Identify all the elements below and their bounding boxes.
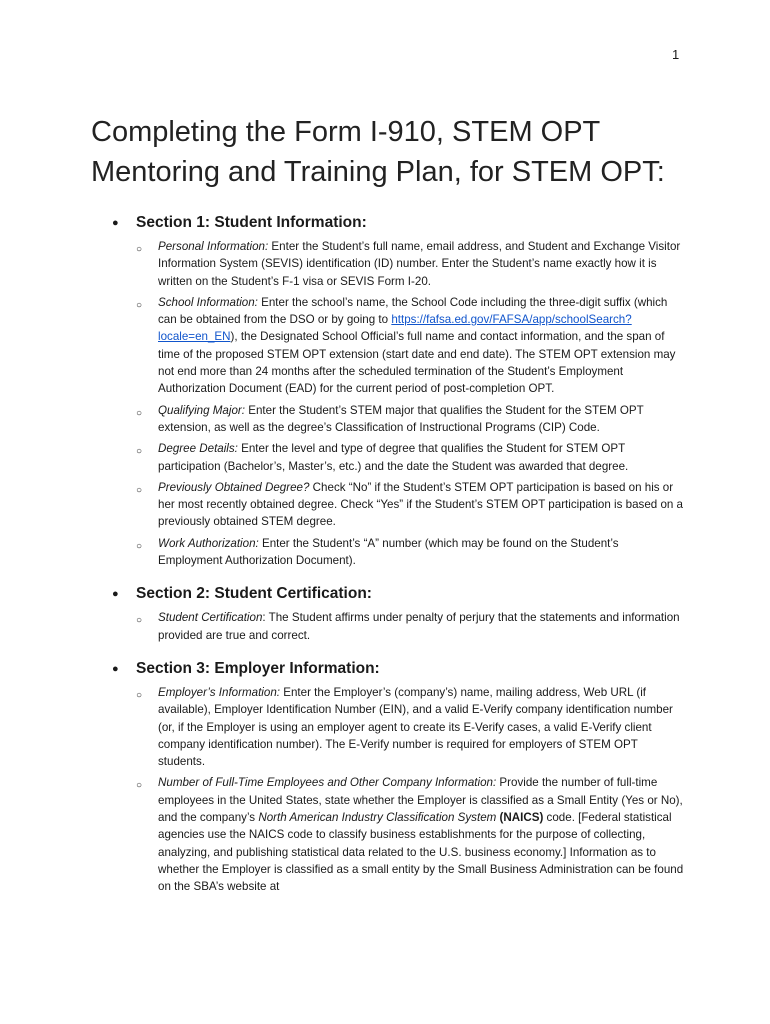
item-text: ), the Designated School Official’s full name and contact information, and the span of time of the proposed STEM OPT extension (start date and end date). The STEM OPT extension may not end more than 24 months after the scheduled termination of the Student’s Employment Authorization Document (EAD) for the current period of post-completion OPT. <box>158 330 676 396</box>
circle-bullet-icon: ○ <box>136 299 143 311</box>
item-text: : The Student affirms under penalty of perjury that the statements and information provided are true and correct. <box>158 611 680 642</box>
circle-bullet-icon: ○ <box>136 780 143 792</box>
section-heading: Section 1: Student Information: <box>136 214 367 231</box>
sections-list <box>0 212 770 900</box>
naics-abbreviation: (NAICS) <box>496 811 544 825</box>
bullet-icon: ● <box>112 588 119 601</box>
item-label: Qualifying Major: <box>158 403 245 417</box>
list-item-school-information <box>136 294 686 398</box>
bullet-icon: ● <box>112 662 119 675</box>
item-text: Enter the Student’s “A” number (which may be found on the Student’s Employment Authorization Document). <box>158 536 619 568</box>
list-item-qualifying-major <box>136 402 686 437</box>
list-item-work-authorization <box>136 535 686 570</box>
item-text: Enter the level and type of degree that qualifies the Student for STEM OPT participation (Bachelor’s, Master’s, etc.) and the date the Student was awarded that degree. <box>158 442 629 473</box>
item-label: Student Certification <box>158 611 263 625</box>
circle-bullet-icon: ○ <box>136 615 143 627</box>
naics-emphasis: North American Industry Classification System <box>258 811 497 825</box>
section-item-list <box>136 684 696 896</box>
list-item-employees-company-information <box>136 774 686 895</box>
circle-bullet-icon: ○ <box>136 484 143 496</box>
item-text: Enter the Student’s full name, email address, and Student and Exchange Visitor Information System (SEVIS) identification (ID) number. Enter the Student’s name exactly how it is written on the Student’s F-1 visa or SEVIS Form I-20. <box>158 240 681 288</box>
section-item-list <box>136 609 696 644</box>
section-item-list <box>136 238 696 569</box>
item-text: Enter the Student’s STEM major that qualifies the Student for the STEM OPT extension, as well as the degree’s Classification of Instructional Programs (CIP) Code. <box>158 403 644 434</box>
item-label: Employer’s Information: <box>158 685 281 699</box>
circle-bullet-icon: ○ <box>136 244 143 255</box>
item-text: Check “No” if the Student’s STEM OPT participation is based on his or her most recently obtained degree. Check “Yes” if the Student’s STEM OPT participation is based on a previously obtained STEM degree. <box>158 480 684 529</box>
item-text: Provide the number of full-time employees in the United States, state whether the Employer is classified as a Small Entity (Yes or No), and the company’s <box>158 776 683 825</box>
document-title: Completing the Form I-910, STEM OPT Mentoring and Training Plan, for STEM OPT: <box>91 116 665 188</box>
list-item-student-certification <box>136 609 686 644</box>
item-text: Enter the school’s name, the School Code including the three-digit suffix (which can be obtained from the DSO or by going to <box>158 295 668 327</box>
school-search-link[interactable]: https://fafsa.ed.gov/FAFSA/app/schoolSearch?locale=en_EN <box>158 313 632 344</box>
section-employer-information <box>112 658 696 896</box>
item-text: Enter the Employer’s (company’s) name, mailing address, Web URL (if available), Employer Identification Number (EIN), and a valid E-Verify company identification number (or, if the Employer is using an employer agent to create its E-Verify cases, a valid E-Verify client company identification number). The E-Verify number is required for employers of STEM OPT students. <box>158 685 673 769</box>
bullet-icon: ● <box>112 217 119 229</box>
list-item-previously-obtained-degree <box>136 479 686 531</box>
item-label: School Information: <box>158 295 258 309</box>
item-label: Degree Details: <box>158 442 238 456</box>
circle-bullet-icon: ○ <box>136 446 143 458</box>
section-student-certification <box>112 583 696 644</box>
item-label: Number of Full-Time Employees and Other Company Information: <box>158 776 497 790</box>
list-item-employer-information <box>136 684 686 770</box>
section-heading: Section 3: Employer Information: <box>136 659 380 677</box>
item-label: Previously Obtained Degree? <box>158 480 310 494</box>
circle-bullet-icon: ○ <box>136 540 143 552</box>
list-item-personal-information <box>136 238 686 290</box>
circle-bullet-icon: ○ <box>136 689 143 701</box>
list-item-degree-details <box>136 440 686 475</box>
section-heading: Section 2: Student Certification: <box>136 585 372 603</box>
circle-bullet-icon: ○ <box>136 407 143 419</box>
item-text: code. [Federal statistical agencies use the NAICS code to classify business establishments for the purpose of collecting, analyzing, and publishing statistical data related to the U.S. business economy.] Information as to whether the Employer is classified as a small entity by the Small Business Administration can be found on the SBA’s website at <box>158 811 684 894</box>
item-label: Personal Information: <box>158 240 269 253</box>
item-label: Work Authorization: <box>158 536 259 550</box>
section-student-information <box>112 212 696 569</box>
page-number: 1 <box>672 47 680 62</box>
